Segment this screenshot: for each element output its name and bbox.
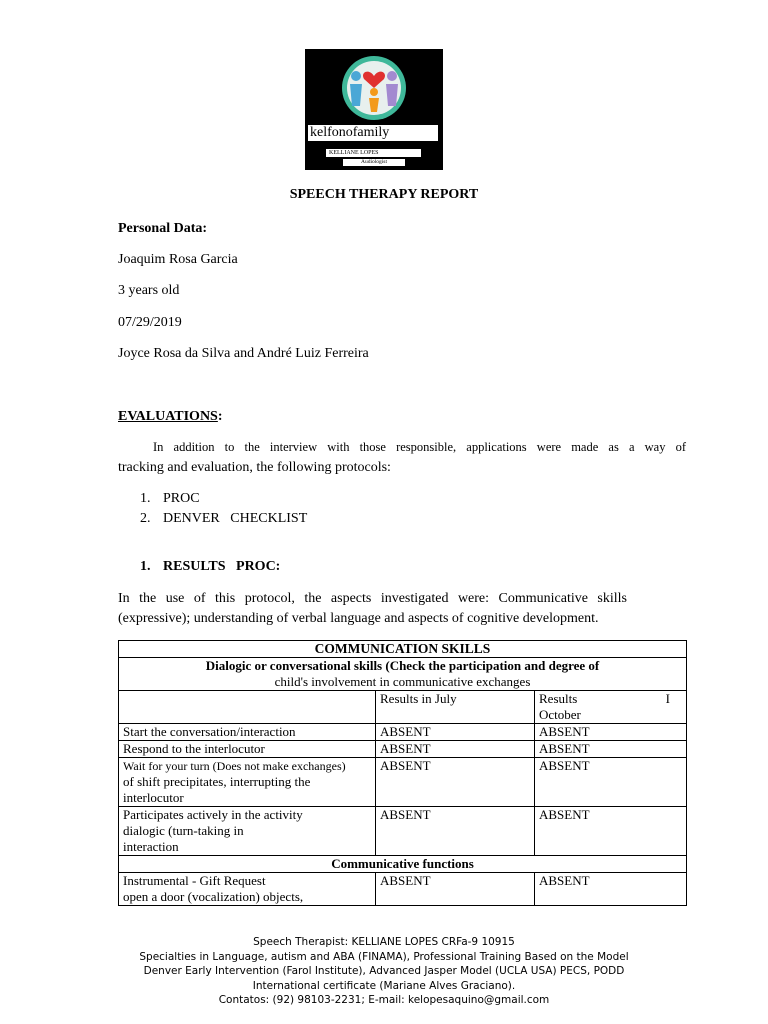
results-num: 1. <box>140 559 151 574</box>
table-section-row <box>119 856 687 873</box>
column-header-october-mark: I <box>665 691 671 706</box>
row-item-line1: Wait for your turn (Does not make exchanges) <box>123 759 346 773</box>
table-subtitle-line1: Dialogic or conversational skills (Check the participation and degree of <box>205 658 600 673</box>
table-title: COMMUNICATION SKILLS <box>119 641 687 658</box>
protocol-list-item-2: DENVER CHECKLIST <box>163 511 308 526</box>
protocol-list-num-2: 2. <box>140 511 151 526</box>
table-row <box>119 758 687 807</box>
row-item-line2: of shift precipitates, interrupting the <box>123 774 311 789</box>
logo-brand-text: kelfonofamily <box>308 125 438 141</box>
results-paragraph-line2: (expressive); understanding of verbal language and aspects of cognitive development. <box>118 611 599 626</box>
row-item <box>119 758 376 807</box>
row-item-line3: interlocutor <box>123 790 184 805</box>
row-item <box>119 873 376 906</box>
footer-specialties-line3: International certificate (Mariane Alves Graciano). <box>252 979 516 992</box>
footer-therapist: Speech Therapist: KELLIANE LOPES CRFa-9 10915 <box>253 936 515 948</box>
row-october-result: ABSENT <box>535 724 687 741</box>
footer-specialties-line2: Denver Early Intervention (Farol Institute), Advanced Jasper Model (UCLA USA) PECS, PODD <box>143 965 625 977</box>
results-heading: RESULTS PROC: <box>163 559 281 574</box>
row-item-line2: dialogic (turn-taking in <box>123 823 244 838</box>
row-item-line1: Participates actively in the activity <box>123 807 303 822</box>
personal-data-heading: Personal Data: <box>118 221 208 236</box>
row-october-result: ABSENT <box>535 807 687 856</box>
evaluations-heading-text: EVALUATIONS <box>118 409 218 424</box>
table-header-row <box>119 691 687 724</box>
row-item-line1: Instrumental - Gift Request <box>123 873 266 888</box>
row-july-result: ABSENT <box>376 724 535 741</box>
section-communicative-functions: Communicative functions <box>119 856 687 873</box>
row-october-result: ABSENT <box>535 741 687 758</box>
table-row <box>119 807 687 856</box>
row-july-result: ABSENT <box>376 741 535 758</box>
footer-specialties-line1: Specialties in Language, autism and ABA (FINAMA), Professional Training Based on the Model <box>139 950 629 963</box>
logo-role-text: Audiologist <box>343 159 405 166</box>
logo <box>305 49 443 170</box>
row-item: Respond to the interlocutor <box>119 741 376 758</box>
column-header-october <box>535 691 687 724</box>
footer <box>0 935 768 1008</box>
patient-name: Joaquim Rosa Garcia <box>118 252 238 267</box>
column-header-october-line2: October <box>539 707 581 722</box>
row-item-line3: interaction <box>123 839 179 854</box>
table-row <box>119 724 687 741</box>
evaluations-heading <box>118 408 223 426</box>
logo-name-text: KELLIANE LOPES <box>326 149 421 157</box>
column-header-october-line1: Results <box>539 691 578 706</box>
evaluations-heading-colon: : <box>217 409 223 424</box>
table-header-empty <box>119 691 376 724</box>
table-title-row <box>119 641 687 658</box>
table-subtitle-line2: child's involvement in communicative exchanges <box>274 674 531 689</box>
protocol-list-num-1: 1. <box>140 491 151 506</box>
communication-skills-table <box>118 640 687 906</box>
row-july-result: ABSENT <box>376 807 535 856</box>
row-item-line2: open a door (vocalization) objects, <box>123 889 304 904</box>
report-title: SPEECH THERAPY REPORT <box>289 187 479 202</box>
row-october-result: ABSENT <box>535 873 687 906</box>
report-date: 07/29/2019 <box>118 315 182 330</box>
row-item <box>119 807 376 856</box>
row-item: Start the conversation/interaction <box>119 724 376 741</box>
family-logo-icon <box>336 54 412 124</box>
column-header-july: Results in July <box>376 691 535 724</box>
patient-age: 3 years old <box>118 283 180 298</box>
table-subtitle-row <box>119 658 687 691</box>
footer-contacts: Contatos: (92) 98103-2231; E-mail: kelopesaquino@gmail.com <box>218 994 550 1006</box>
table-row <box>119 741 687 758</box>
evaluations-intro-line1: In addition to the interview with those responsible, applications were made as a way of <box>153 440 686 454</box>
column-header-october-top <box>539 691 682 707</box>
row-july-result: ABSENT <box>376 873 535 906</box>
row-october-result: ABSENT <box>535 758 687 807</box>
table-row <box>119 873 687 906</box>
protocol-list-item-1: PROC <box>163 491 200 506</box>
row-july-result: ABSENT <box>376 758 535 807</box>
evaluations-intro-line2: tracking and evaluation, the following protocols: <box>118 460 391 475</box>
parents-names: Joyce Rosa da Silva and André Luiz Ferreira <box>118 346 369 361</box>
results-paragraph-line1: In the use of this protocol, the aspects investigated were: Communicative skills <box>118 591 627 606</box>
table-subtitle <box>119 658 687 691</box>
